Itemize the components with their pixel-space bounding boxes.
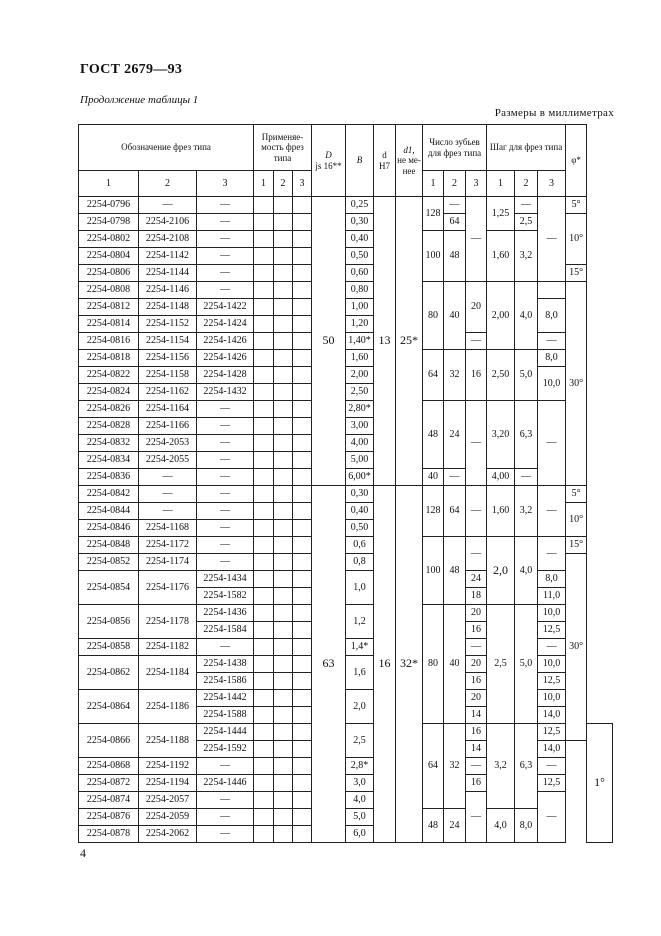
cell-type3: 2254-1446 [197,775,254,792]
cell-p3: 10,0 [538,605,566,622]
cell-B: 1,60 [346,350,374,367]
header-d1: d1, не ме-нее [396,125,423,197]
cell-z1: 48 [423,401,444,469]
cell-type2: 2254-1152 [139,316,197,333]
cell-p2: 6,3 [515,401,538,469]
cell-type2: 2254-2053 [139,435,197,452]
cell-type3: 2254-1584 [197,622,254,639]
cell-type2: 2254-1164 [139,401,197,418]
col-num-3: 3 [466,171,487,197]
cell-B: 1,20 [346,316,374,333]
cell-type2: 2254-2108 [139,231,197,248]
col-num-2: 2 [515,171,538,197]
cell-z3: 20 [466,690,487,707]
cell-B: 0,8 [346,554,374,571]
cell-z2: 40 [444,605,466,724]
cell-z3: 18 [466,588,487,605]
cell-p3: 14,0 [538,707,566,724]
cell-p3: — [538,333,566,350]
header-teeth: Число зубьев для фрез типа [423,125,487,171]
cell-type2: 2254-2055 [139,452,197,469]
cell-p3: 8,0 [538,350,566,367]
cell-p1: 3,2 [487,724,515,809]
cell-type2: 2254-1186 [139,690,197,724]
cell-B: 1,2 [346,605,374,639]
cell-type2: 2254-2059 [139,809,197,826]
col-num-1: 1 [254,171,274,197]
cell-type3: 2254-1436 [197,605,254,622]
cell-type1: 2254-0852 [79,554,139,571]
cell-B: 0,25 [346,197,374,214]
cell-B: 4,00 [346,435,374,452]
cell-z3: 20 [466,656,487,673]
cell-B: 0,60 [346,265,374,282]
cell-p1: 1,60 [487,231,515,282]
cell-type3: 2254-1444 [197,724,254,741]
cell-p1: 2,5 [487,605,515,724]
cell-z1: 128 [423,197,444,231]
cell-type1: 2254-0836 [79,469,139,486]
cell-z1: 64 [423,350,444,401]
cell-type3: — [197,231,254,248]
cell-type3: — [197,265,254,282]
cell-type3: — [197,758,254,775]
cell-B: 0,40 [346,231,374,248]
cell-p3: — [538,639,566,656]
cell-type1: 2254-0804 [79,248,139,265]
cell-z3: 20 [466,282,487,333]
cell-B: 0,30 [346,486,374,503]
cell-B: 3,00 [346,418,374,435]
cell-p2: 4,0 [515,537,538,605]
cell-type3: — [197,248,254,265]
cell-B: 2,5 [346,724,374,758]
header-pitch: Шаг для фрез типа [487,125,566,171]
cell-type1: 2254-0858 [79,639,139,656]
cell-z3: 14 [466,707,487,724]
cell-type3: — [197,486,254,503]
cell-type1: 2254-0824 [79,384,139,401]
table-continuation-caption: Продолжение таблицы 1 [80,94,199,106]
col-num-1: 1 [79,171,139,197]
cell-type3: — [197,503,254,520]
cell-type2: 2254-2057 [139,792,197,809]
cell-z3: — [466,537,487,571]
cell-type1: 2254-0822 [79,367,139,384]
cell-p2: 5,0 [515,605,538,724]
cell-z2: — [444,469,466,486]
cell-type1: 2254-0874 [79,792,139,809]
cell-z3: 16 [466,622,487,639]
cell-z1: 100 [423,231,444,282]
cell-type1: 2254-0816 [79,333,139,350]
document-title: ГОСТ 2679—93 [80,62,183,77]
cell-B: 1,4* [346,639,374,656]
cell-type3: — [197,452,254,469]
cell-B: 2,0 [346,690,374,724]
table-row [79,197,613,214]
cell-type2: 2254-1182 [139,639,197,656]
cell-type1: 2254-0818 [79,350,139,367]
cell-type3: — [197,418,254,435]
cell-p3: 12,5 [538,622,566,639]
header-applicability: Применяе-мость фрез типа [254,125,312,171]
cell-type1: 2254-0864 [79,690,139,724]
cell-type3: 2254-1588 [197,707,254,724]
cell-type1: 2254-0826 [79,401,139,418]
cell-p3: — [538,197,566,282]
table-row [79,537,613,554]
cell-type3: — [197,826,254,843]
cell-type2: 2254-1154 [139,333,197,350]
cell-p2: 4,0 [515,282,538,350]
cell-type1: 2254-0808 [79,282,139,299]
cell-B: 6,0 [346,826,374,843]
col-num-3: 3 [293,171,312,197]
cell-z2: 48 [444,231,466,282]
cell-type1: 2254-0802 [79,231,139,248]
cell-type3: 2254-1434 [197,571,254,588]
cell-p3: — [538,792,566,843]
cell-z3: 16 [466,673,487,690]
cell-type3: — [197,197,254,214]
cell-phi: 30° [566,554,587,741]
cell-type2: 2254-1174 [139,554,197,571]
cell-type3: 2254-1426 [197,350,254,367]
cell-type3: — [197,554,254,571]
cell-B: 2,50 [346,384,374,401]
cell-B: 0,50 [346,520,374,537]
cell-type2: 2254-1168 [139,520,197,537]
cell-type1: 2254-0828 [79,418,139,435]
cell-type3: 2254-1432 [197,384,254,401]
table-row [79,605,613,622]
cell-p3: 12,5 [538,673,566,690]
cell-z2: — [444,197,466,214]
cell-z1: 40 [423,469,444,486]
cell-type2: 2254-1188 [139,724,197,758]
cell-type2: — [139,469,197,486]
cell-z3: — [466,401,487,486]
cell-p3: 10,0 [538,656,566,673]
cell-type2: — [139,197,197,214]
cell-phi: 10° [566,503,587,537]
table-row [79,350,613,367]
cell-z3: 16 [466,350,487,401]
cell-z3: 16 [466,724,487,741]
cell-p3: 12,5 [538,775,566,792]
cell-p3: 8,0 [538,299,566,333]
cell-z1: 80 [423,605,444,724]
cell-type2: 2254-1146 [139,282,197,299]
cell-type2: 2254-2062 [139,826,197,843]
cell-z1: 64 [423,724,444,809]
cell-p2: 2,5 [515,214,538,231]
cell-z3: — [466,333,487,350]
cell-type2: 2254-2106 [139,214,197,231]
cell-type2: 2254-1184 [139,656,197,690]
cell-type1: 2254-0846 [79,520,139,537]
table-row [79,724,613,741]
cell-phi: 5° [566,197,587,214]
cell-type3: 2254-1442 [197,690,254,707]
cell-z3: 16 [466,775,487,792]
cell-type3: — [197,469,254,486]
cell-d1: 25* [396,197,423,486]
col-num-1: 1 [487,171,515,197]
cell-type1: 2254-0834 [79,452,139,469]
cell-B: 2,00 [346,367,374,384]
cell-p1: 1,60 [487,486,515,537]
cell-type3: — [197,214,254,231]
cell-p1: 2,0 [487,537,515,605]
cell-z2: 32 [444,350,466,401]
cell-type1: 2254-0832 [79,435,139,452]
cell-d: 13 [374,197,396,486]
cell-z2: 48 [444,537,466,605]
cell-type3: 2254-1586 [197,673,254,690]
cell-z2: 24 [444,809,466,843]
cell-p2: 5,0 [515,350,538,401]
cell-type3: — [197,435,254,452]
cell-z3: 20 [466,605,487,622]
cell-type1: 2254-0798 [79,214,139,231]
cell-type3: 2254-1438 [197,656,254,673]
cell-B: 0,30 [346,214,374,231]
table-row [79,469,613,486]
cell-type2: 2254-1148 [139,299,197,316]
cell-B: 2,80* [346,401,374,418]
cell-p3: — [538,486,566,537]
cell-B: 0,6 [346,537,374,554]
cell-z1: 128 [423,486,444,537]
cell-p3: 10,0 [538,367,566,401]
cell-type1: 2254-0796 [79,197,139,214]
table-row [79,486,613,503]
cell-phi: 30° [566,282,587,486]
cell-B: 1,40* [346,333,374,350]
cell-type2: — [139,503,197,520]
cell-type3: 2254-1428 [197,367,254,384]
cell-type3: 2254-1426 [197,333,254,350]
cell-type1: 2254-0856 [79,605,139,639]
cell-type1: 2254-0812 [79,299,139,316]
cell-type1: 2254-0814 [79,316,139,333]
cell-p1: 2,00 [487,282,515,350]
cell-type3: — [197,809,254,826]
cell-phi: 5° [566,486,587,503]
cell-z3: — [466,758,487,775]
table-row [79,401,613,418]
cell-p2: 3,2 [515,486,538,537]
cell-B: 2,8* [346,758,374,775]
cell-type3: — [197,792,254,809]
cell-D: 50 [312,197,346,486]
cell-p1: 3,20 [487,401,515,469]
col-num-3: 3 [197,171,254,197]
cell-type3: — [197,401,254,418]
table-row [79,231,613,248]
cutters-table [78,124,613,843]
cell-z2: 64 [444,214,466,231]
cell-p3: 8,0 [538,571,566,588]
col-num-1: 1 [423,171,444,197]
cell-p2: — [515,469,538,486]
cell-type2: 2254-1162 [139,384,197,401]
cell-type1: 2254-0866 [79,724,139,758]
cell-p2: 3,2 [515,231,538,282]
cell-p1: 4,00 [487,469,515,486]
cell-phi: 10° [566,214,587,265]
cell-z3: — [466,486,487,537]
col-num-2: 2 [274,171,293,197]
cell-B: 1,6 [346,656,374,690]
cell-type3: 2254-1422 [197,299,254,316]
cell-z3: — [466,639,487,656]
header-D: D js 16** [312,125,346,197]
cell-type1: 2254-0868 [79,758,139,775]
table-row [79,282,613,299]
cell-p2: 8,0 [515,809,538,843]
cell-z3: — [466,792,487,843]
cell-z3: — [466,197,487,282]
cell-type3: 2254-1582 [197,588,254,605]
cell-type3: 2254-1424 [197,316,254,333]
cell-type3: — [197,282,254,299]
cell-p3: — [538,758,566,775]
cell-p3: 11,0 [538,588,566,605]
col-num-3: 3 [538,171,566,197]
cell-z1: 80 [423,282,444,350]
cell-type2: 2254-1166 [139,418,197,435]
cell-p3: 14,0 [538,741,566,758]
cell-z2: 40 [444,282,466,350]
cell-z3: 24 [466,571,487,588]
cell-z2: 64 [444,486,466,537]
cell-B: 3,0 [346,775,374,792]
table-row [79,214,613,231]
cell-B: 6,00* [346,469,374,486]
cell-type2: 2254-1178 [139,605,197,639]
cell-p3: 10,0 [538,690,566,707]
cell-phi: 15° [566,265,587,282]
cell-z1: 100 [423,537,444,605]
cell-type1: 2254-0862 [79,656,139,690]
cell-type2: 2254-1192 [139,758,197,775]
cell-type1: 2254-0878 [79,826,139,843]
cell-B: 0,80 [346,282,374,299]
cell-p2: — [515,197,538,214]
cell-z1: 48 [423,809,444,843]
cell-type1: 2254-0842 [79,486,139,503]
header-designation: Обозначение фрез типа [79,125,254,171]
cell-type1: 2254-0854 [79,571,139,605]
cell-p1: 1,25 [487,197,515,231]
cell-B: 0,40 [346,503,374,520]
cell-type2: 2254-1176 [139,571,197,605]
cell-d1: 32* [396,486,423,843]
cell-type1: 2254-0876 [79,809,139,826]
table-row [79,809,613,826]
cell-type2: 2254-1172 [139,537,197,554]
cell-type2: 2254-1158 [139,367,197,384]
cell-type3: 2254-1592 [197,741,254,758]
cell-type3: — [197,537,254,554]
cell-B: 5,00 [346,452,374,469]
cell-p1: 4,0 [487,809,515,843]
cell-B: 4,0 [346,792,374,809]
page-number: 4 [80,846,86,860]
cell-B: 5,0 [346,809,374,826]
cell-D: 63 [312,486,346,843]
cell-type1: 2254-0848 [79,537,139,554]
col-num-2: 2 [139,171,197,197]
cell-type1: 2254-0844 [79,503,139,520]
cell-p2: 6,3 [515,724,538,809]
col-num-2: 2 [444,171,466,197]
cell-p3: — [538,401,566,486]
cell-p1: 2,50 [487,350,515,401]
cell-type2: 2254-1142 [139,248,197,265]
units-note: Размеры в миллиметрах [494,107,614,119]
header-d: d H7 [374,125,396,197]
cell-type1: 2254-0806 [79,265,139,282]
cell-phi: 1° [587,724,613,843]
cell-B: 0,50 [346,248,374,265]
cell-type2: — [139,486,197,503]
cell-type2: 2254-1194 [139,775,197,792]
cell-type2: 2254-1144 [139,265,197,282]
header-phi: φ* [566,125,587,197]
cell-d: 16 [374,486,396,843]
cell-phi: 15° [566,537,587,554]
cell-p3: — [538,537,566,571]
cell-type3: — [197,639,254,656]
cell-z2: 24 [444,401,466,469]
cell-z2: 32 [444,724,466,809]
cell-type2: 2254-1156 [139,350,197,367]
cell-B: 1,00 [346,299,374,316]
cell-p3: 12,5 [538,724,566,741]
cell-type1: 2254-0872 [79,775,139,792]
header-B: B [346,125,374,197]
cell-type3: — [197,520,254,537]
cell-B: 1,0 [346,571,374,605]
cell-z3: 14 [466,741,487,758]
